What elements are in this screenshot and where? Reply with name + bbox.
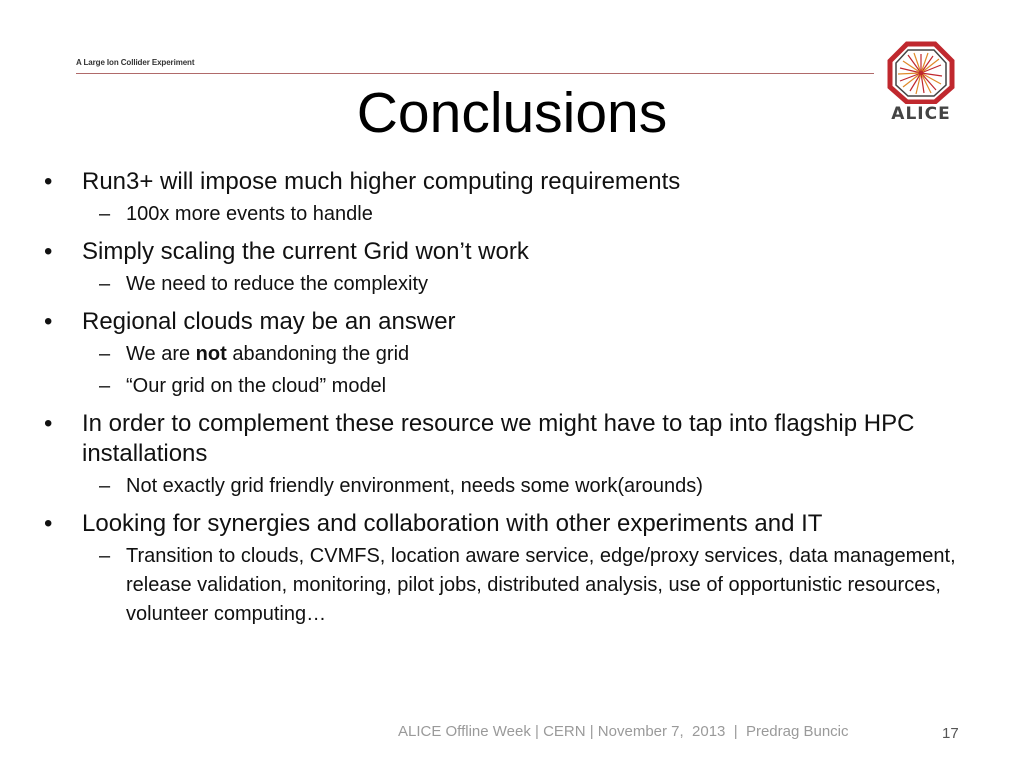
sub-bullet-text-before: We are [126, 343, 196, 365]
sub-bullet-text: Transition to clouds, CVMFS, location aware service, edge/proxy services, data management, release validation, monitoring, pilot jobs, distributed analysis, use of opportunistic resources, volunteer computing… [126, 545, 956, 625]
bullet-text: Regional clouds may be an answer [82, 308, 456, 335]
sub-bullet-item [44, 340, 1014, 369]
sub-bullet-text: Not exactly grid friendly environment, needs some work(arounds) [126, 475, 703, 497]
sub-bullet-item [44, 472, 1014, 501]
slide-title: Conclusions [356, 81, 668, 145]
sub-bullet-text: We need to reduce the complexity [126, 273, 429, 295]
bullet-item [44, 167, 1014, 197]
bullet-text: Simply scaling the current Grid won’t work [82, 238, 529, 265]
sub-bullet-text-bold: not [195, 343, 227, 365]
header-tagline: A Large Ion Collider Experiment [76, 58, 195, 67]
dash-marker: – [99, 273, 111, 295]
dash-marker: – [99, 475, 111, 497]
bullet-list [44, 167, 1014, 629]
dash-marker: – [99, 343, 111, 365]
sub-bullet-item [44, 372, 1014, 401]
bullet-item [44, 509, 1014, 539]
bullet-item [44, 307, 1014, 337]
sub-bullet-text-after: abandoning the grid [226, 343, 410, 365]
bullet-item [44, 237, 1014, 267]
header-rule [76, 73, 874, 74]
dash-marker: – [99, 545, 111, 567]
bullet-text: Run3+ will impose much higher computing requirements [82, 168, 681, 195]
footer [0, 723, 1024, 743]
bullet-marker: • [44, 238, 53, 265]
bullet-text: Looking for synergies and collaboration with other experiments and IT [82, 510, 823, 537]
alice-logo-text: ALICE [891, 104, 951, 124]
sub-bullet-item [44, 542, 1014, 629]
bullet-marker: • [44, 168, 53, 195]
bullet-marker: • [44, 308, 53, 335]
bullet-marker: • [44, 410, 53, 437]
footer-text: ALICE Offline Week | CERN | November 7, 2013 | Predrag Buncic [398, 723, 849, 740]
bullet-text: In order to complement these resource we might have to tap into flagship HPC installations [82, 410, 915, 467]
page-number: 17 [942, 725, 959, 742]
sub-bullet-item [44, 270, 1014, 299]
sub-bullet-text: “Our grid on the cloud” model [126, 375, 387, 397]
sub-bullet-item [44, 200, 1014, 229]
sub-bullet-text: 100x more events to handle [126, 203, 373, 225]
bullet-marker: • [44, 510, 53, 537]
dash-marker: – [99, 203, 111, 225]
dash-marker: – [99, 375, 111, 397]
bullet-item [44, 409, 1014, 469]
